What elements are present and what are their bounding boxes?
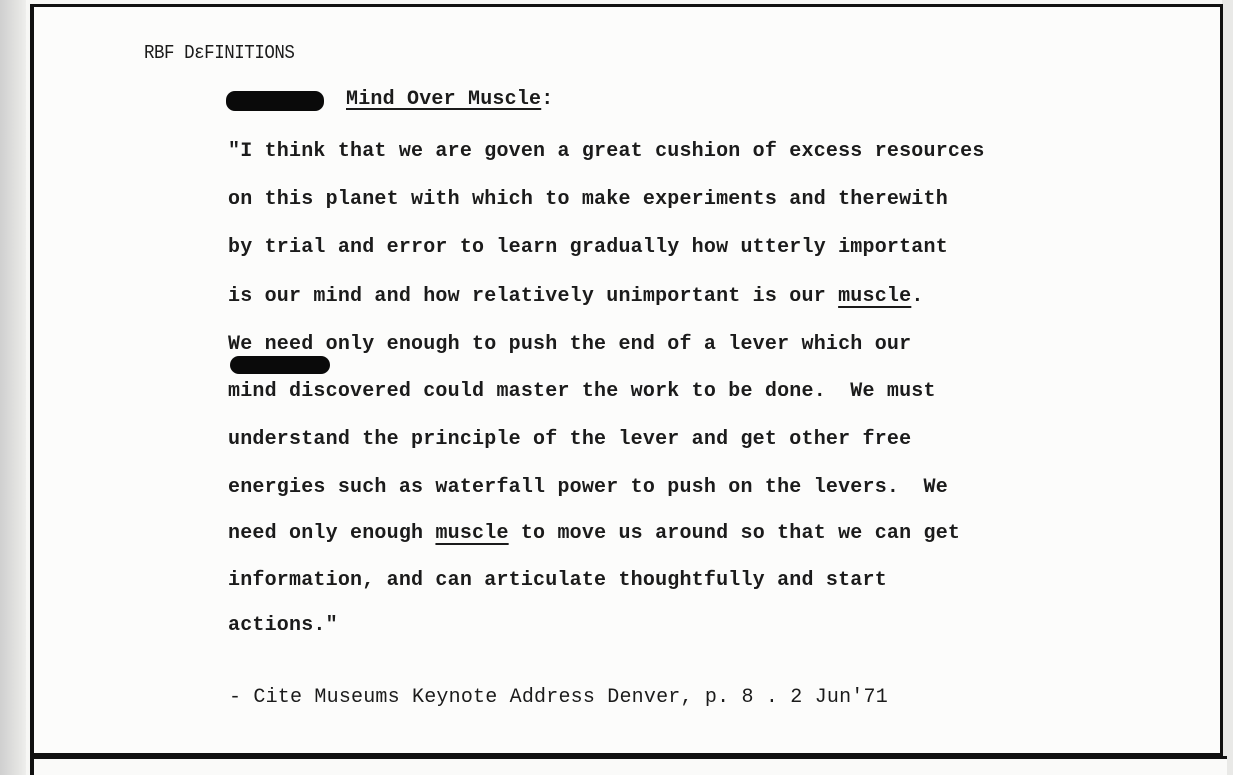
quote-line-9-end: to move us around so that we can get — [508, 522, 961, 545]
quote-line-9-start: need only enough — [228, 522, 436, 545]
quote-line-3: by trial and error to learn gradually how utterly important — [228, 236, 948, 259]
redaction-mark-line — [230, 356, 330, 374]
quote-line-4-end: . — [911, 285, 924, 308]
scan-right-edge — [1222, 0, 1233, 775]
card-title — [346, 88, 553, 111]
scan-left-shadow — [0, 0, 26, 775]
quote-line-8: energies such as waterfall power to push on the levers. We — [228, 476, 948, 499]
quote-line-4 — [228, 285, 924, 308]
quote-line-11: actions." — [228, 614, 338, 637]
quote-line-7: understand the principle of the lever and get other free — [228, 428, 912, 451]
next-card-edge — [30, 756, 1227, 775]
card-header: RBF DεFINITIONS — [144, 42, 295, 64]
quote-line-9 — [228, 522, 960, 545]
underlined-word-muscle-2: muscle — [435, 522, 509, 545]
quote-line-10: information, and can articulate thoughtfully and start — [228, 569, 887, 592]
underlined-word-muscle-1: muscle — [838, 285, 912, 308]
quote-line-6: mind discovered could master the work to be done. We must — [228, 380, 936, 403]
quote-line-5: We need only enough to push the end of a lever which our — [228, 333, 912, 356]
quote-line-2: on this planet with which to make experiments and therewith — [228, 188, 948, 211]
card-title-text: Mind Over Muscle — [346, 88, 542, 111]
citation-line: - Cite Museums Keynote Address Denver, p. 8 . 2 Jun'71 — [229, 686, 888, 709]
redaction-mark-title — [226, 91, 324, 111]
quote-line-1: "I think that we are goven a great cushion of excess resources — [228, 140, 985, 163]
quote-line-4-start: is our mind and how relatively unimportant is our — [228, 285, 839, 308]
card-title-colon: : — [541, 88, 554, 111]
